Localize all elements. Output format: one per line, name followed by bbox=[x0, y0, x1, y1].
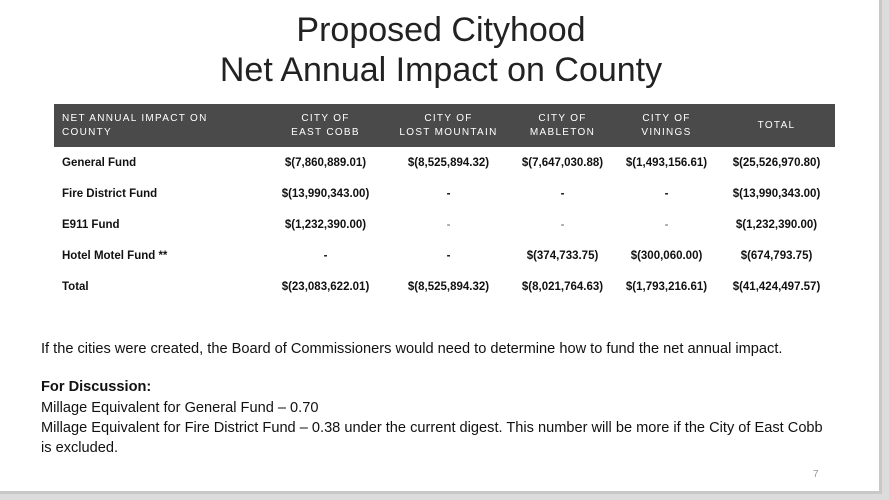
row-label: Fire District Fund bbox=[62, 187, 158, 200]
cell-lost-mountain: - bbox=[446, 218, 451, 231]
table-header-row bbox=[54, 104, 835, 147]
cell-east-cobb: $(13,990,343.00) bbox=[281, 187, 370, 200]
discussion-heading: For Discussion: bbox=[41, 379, 152, 395]
cell-vinings: - bbox=[664, 187, 669, 200]
cell-east-cobb: $(7,860,889.01) bbox=[284, 156, 367, 169]
cell-mableton: $(374,733.75) bbox=[526, 249, 599, 262]
cell-vinings: - bbox=[664, 218, 669, 231]
table-row bbox=[54, 271, 835, 302]
cell-east-cobb: - bbox=[323, 249, 328, 262]
cell-total: $(1,232,390.00) bbox=[735, 218, 818, 231]
table-row bbox=[54, 178, 835, 209]
net-impact-table bbox=[54, 104, 835, 302]
row-label: E911 Fund bbox=[62, 218, 120, 231]
header-east-cobb: CITY OF EAST COBB bbox=[264, 104, 387, 147]
cell-mableton: - bbox=[560, 187, 565, 200]
page-number: 7 bbox=[813, 469, 819, 480]
slide-title bbox=[0, 10, 882, 90]
cell-lost-mountain: $(8,525,894.32) bbox=[407, 156, 490, 169]
cell-lost-mountain: $(8,525,894.32) bbox=[407, 280, 490, 293]
cell-east-cobb: $(1,232,390.00) bbox=[284, 218, 367, 231]
table-row bbox=[54, 147, 835, 178]
header-vinings: CITY OF VININGS bbox=[615, 104, 718, 147]
millage-general-note: Millage Equivalent for General Fund – 0.70 bbox=[41, 400, 319, 416]
cell-vinings: $(1,493,156.61) bbox=[625, 156, 708, 169]
table-row bbox=[54, 209, 835, 240]
header-total: TOTAL bbox=[718, 104, 835, 147]
cell-lost-mountain: - bbox=[446, 249, 451, 262]
cell-total: $(25,526,970.80) bbox=[732, 156, 821, 169]
cell-total: $(41,424,497.57) bbox=[732, 280, 821, 293]
impact-note: If the cities were created, the Board of Commissioners would need to determine how to fund the net annual impact. bbox=[41, 341, 783, 357]
cell-mableton: $(7,647,030.88) bbox=[521, 156, 604, 169]
cell-vinings: $(300,060.00) bbox=[630, 249, 703, 262]
row-label: Total bbox=[62, 280, 89, 293]
cell-lost-mountain: - bbox=[446, 187, 451, 200]
cell-mableton: - bbox=[560, 218, 565, 231]
row-label: Hotel Motel Fund ** bbox=[62, 249, 168, 262]
title-line-2: Net Annual Impact on County bbox=[219, 51, 663, 89]
header-net-annual-impact: NET ANNUAL IMPACT ON COUNTY bbox=[54, 104, 264, 147]
cell-total: $(674,793.75) bbox=[740, 249, 813, 262]
cell-mableton: $(8,021,764.63) bbox=[521, 280, 604, 293]
cell-vinings: $(1,793,216.61) bbox=[625, 280, 708, 293]
table-row bbox=[54, 240, 835, 271]
cell-east-cobb: $(23,083,622.01) bbox=[281, 280, 370, 293]
millage-fire-note: Millage Equivalent for Fire District Fund – 0.38 under the current digest. This number will be more if the City of East Cobb is excluded. bbox=[41, 420, 823, 456]
title-line-1: Proposed Cityhood bbox=[296, 11, 586, 49]
row-label: General Fund bbox=[62, 156, 137, 169]
cell-total: $(13,990,343.00) bbox=[732, 187, 821, 200]
header-lost-mountain: CITY OF LOST MOUNTAIN bbox=[387, 104, 510, 147]
header-mableton: CITY OF MABLETON bbox=[510, 104, 615, 147]
